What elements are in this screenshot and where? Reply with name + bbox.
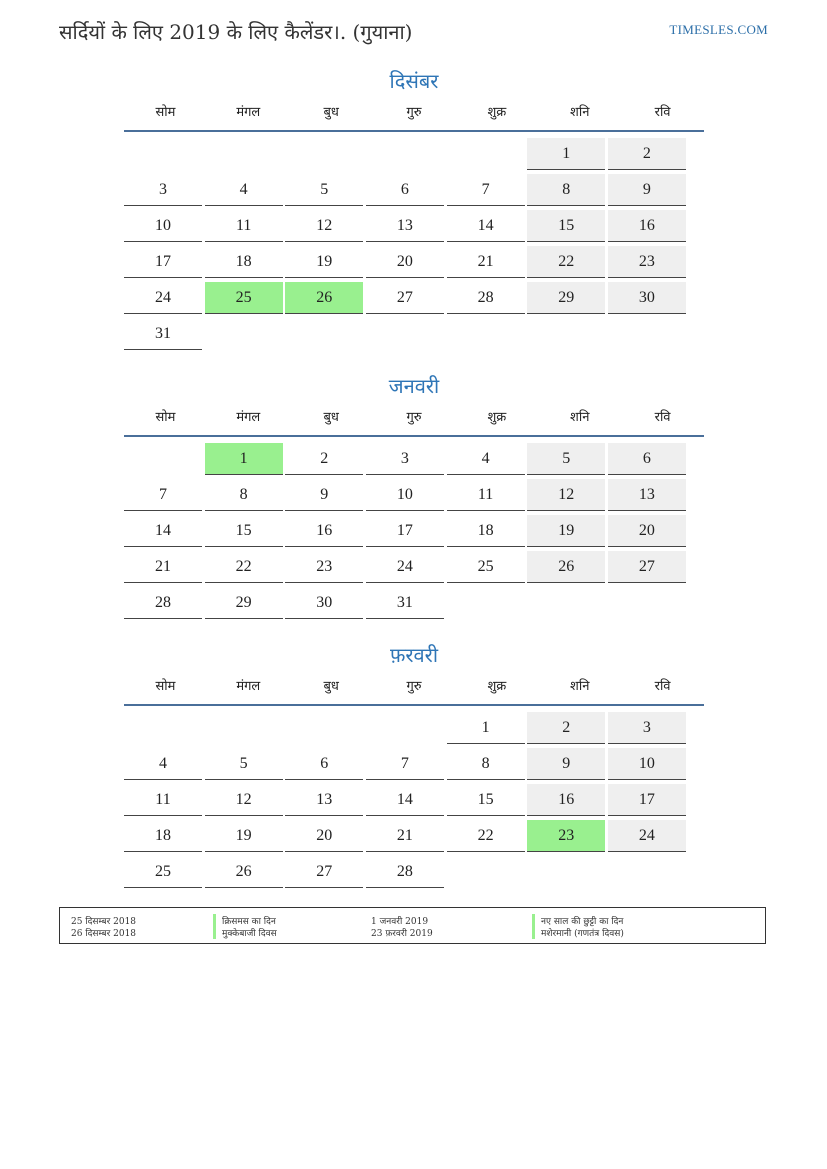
day-cell[interactable]: 16 xyxy=(608,210,686,242)
day-cell[interactable]: 4 xyxy=(124,748,202,780)
day-cell[interactable]: 19 xyxy=(285,246,363,278)
day-cell[interactable]: 21 xyxy=(366,820,444,852)
day-cell[interactable]: 11 xyxy=(447,479,525,511)
legend-date: 25 दिसम्बर 2018 xyxy=(71,917,137,927)
day-cell[interactable]: 12 xyxy=(285,210,363,242)
day-cell[interactable]: 27 xyxy=(608,551,686,583)
empty-cell xyxy=(285,138,363,170)
day-cell[interactable]: 7 xyxy=(124,479,202,511)
day-cell[interactable]: 14 xyxy=(447,210,525,242)
day-cell[interactable]: 25 xyxy=(447,551,525,583)
day-cell[interactable]: 10 xyxy=(124,210,202,242)
empty-cell xyxy=(285,712,363,744)
day-cell[interactable]: 3 xyxy=(124,174,202,206)
day-cell[interactable]: 28 xyxy=(124,587,202,619)
day-cell[interactable]: 3 xyxy=(608,712,686,744)
weekday-label: रवि xyxy=(654,105,671,120)
weekday-label: शनि xyxy=(570,679,590,694)
empty-cell xyxy=(124,138,202,170)
weekday-header xyxy=(124,96,704,132)
day-cell[interactable]: 14 xyxy=(366,784,444,816)
day-cell[interactable]: 17 xyxy=(366,515,444,547)
day-cell[interactable]: 9 xyxy=(608,174,686,206)
weekday-label: बुध xyxy=(323,679,339,694)
day-cell[interactable]: 20 xyxy=(608,515,686,547)
day-cell[interactable]: 25 xyxy=(124,856,202,888)
day-cell[interactable]: 13 xyxy=(608,479,686,511)
empty-cell xyxy=(124,712,202,744)
day-cell[interactable]: 10 xyxy=(366,479,444,511)
legend-date: 23 फ़रवरी 2019 xyxy=(371,929,433,939)
day-cell[interactable]: 17 xyxy=(608,784,686,816)
day-cell[interactable]: 14 xyxy=(124,515,202,547)
empty-cell xyxy=(447,138,525,170)
day-cell[interactable]: 2 xyxy=(285,443,363,475)
legend-holiday-name: क्रिसमस का दिन xyxy=(213,914,276,927)
weekday-label: शुक्र xyxy=(487,105,507,120)
day-cell[interactable]: 18 xyxy=(124,820,202,852)
weekday-label: गुरु xyxy=(406,105,422,120)
day-cell[interactable]: 21 xyxy=(124,551,202,583)
day-cell[interactable]: 5 xyxy=(285,174,363,206)
day-cell[interactable]: 24 xyxy=(124,282,202,314)
day-cell[interactable]: 31 xyxy=(366,587,444,619)
day-cell[interactable]: 4 xyxy=(447,443,525,475)
legend-holiday-name: मुक्केबाजी दिवस xyxy=(213,926,277,939)
day-cell[interactable]: 30 xyxy=(608,282,686,314)
site-link[interactable]: TIMESLES.COM xyxy=(669,22,768,37)
holiday-day-cell[interactable]: 25 xyxy=(205,282,283,314)
day-cell[interactable]: 16 xyxy=(285,515,363,547)
weekday-label: शनि xyxy=(570,410,590,425)
day-cell[interactable]: 15 xyxy=(527,210,605,242)
empty-cell xyxy=(366,712,444,744)
day-cell[interactable]: 17 xyxy=(124,246,202,278)
holiday-day-cell[interactable]: 26 xyxy=(285,282,363,314)
day-cell[interactable]: 22 xyxy=(527,246,605,278)
day-cell[interactable]: 7 xyxy=(366,748,444,780)
month-title: फ़रवरी xyxy=(389,643,439,667)
day-cell[interactable]: 7 xyxy=(447,174,525,206)
day-cell[interactable]: 19 xyxy=(205,820,283,852)
day-cell[interactable]: 6 xyxy=(608,443,686,475)
month-january xyxy=(124,371,704,621)
weekday-label: सोम xyxy=(155,679,176,694)
day-cell[interactable]: 19 xyxy=(527,515,605,547)
month-february xyxy=(124,640,704,890)
day-cell[interactable]: 27 xyxy=(285,856,363,888)
weekday-label: रवि xyxy=(654,410,671,425)
day-cell[interactable]: 12 xyxy=(527,479,605,511)
day-cell[interactable]: 22 xyxy=(205,551,283,583)
weekday-label: बुध xyxy=(323,410,339,425)
day-cell[interactable]: 29 xyxy=(205,587,283,619)
weekday-header xyxy=(124,670,704,706)
weekday-label: मंगल xyxy=(236,410,261,425)
legend-date: 26 दिसम्बर 2018 xyxy=(71,929,137,939)
empty-cell xyxy=(205,712,283,744)
page-title: सर्दियों के लिए 2019 के लिए कैलेंडर।. (गुयाना) xyxy=(59,20,413,44)
day-cell[interactable]: 28 xyxy=(366,856,444,888)
holiday-day-cell[interactable]: 23 xyxy=(527,820,605,852)
weekday-label: गुरु xyxy=(406,410,422,425)
day-cell[interactable]: 8 xyxy=(527,174,605,206)
day-cell[interactable]: 23 xyxy=(285,551,363,583)
day-cell[interactable]: 22 xyxy=(447,820,525,852)
day-cell[interactable]: 15 xyxy=(205,515,283,547)
weekday-label: शनि xyxy=(570,105,590,120)
legend-holiday-name: मशेरमानी (गणतंत्र दिवस) xyxy=(532,926,624,939)
day-grid xyxy=(124,437,707,621)
day-cell[interactable]: 5 xyxy=(527,443,605,475)
empty-cell xyxy=(205,138,283,170)
day-cell[interactable]: 18 xyxy=(205,246,283,278)
day-grid xyxy=(124,706,707,890)
day-cell[interactable]: 23 xyxy=(608,246,686,278)
day-cell[interactable]: 21 xyxy=(447,246,525,278)
legend-holiday-name: नए साल की छुट्टी का दिन xyxy=(532,914,623,927)
month-title: दिसंबर xyxy=(389,69,439,93)
day-cell[interactable]: 13 xyxy=(285,784,363,816)
weekday-label: रवि xyxy=(654,679,671,694)
holiday-day-cell[interactable]: 1 xyxy=(205,443,283,475)
weekday-label: गुरु xyxy=(406,679,422,694)
day-cell[interactable]: 8 xyxy=(205,479,283,511)
day-cell[interactable]: 30 xyxy=(285,587,363,619)
month-title: जनवरी xyxy=(388,374,440,398)
day-cell[interactable]: 12 xyxy=(205,784,283,816)
day-cell[interactable]: 16 xyxy=(527,784,605,816)
day-cell[interactable]: 1 xyxy=(447,712,525,744)
day-cell[interactable]: 28 xyxy=(447,282,525,314)
day-cell[interactable]: 8 xyxy=(447,748,525,780)
day-cell[interactable]: 3 xyxy=(366,443,444,475)
weekday-label: शुक्र xyxy=(487,410,507,425)
day-cell[interactable]: 26 xyxy=(527,551,605,583)
day-grid xyxy=(124,132,707,352)
day-cell[interactable]: 6 xyxy=(366,174,444,206)
weekday-label: मंगल xyxy=(236,105,261,120)
day-cell[interactable]: 9 xyxy=(285,479,363,511)
day-cell[interactable]: 15 xyxy=(447,784,525,816)
day-cell[interactable]: 6 xyxy=(285,748,363,780)
day-cell[interactable]: 10 xyxy=(608,748,686,780)
day-cell[interactable]: 13 xyxy=(366,210,444,242)
day-cell[interactable]: 5 xyxy=(205,748,283,780)
day-cell[interactable]: 26 xyxy=(205,856,283,888)
weekday-label: मंगल xyxy=(236,679,261,694)
weekday-header xyxy=(124,401,704,437)
weekday-label: सोम xyxy=(155,105,176,120)
day-cell[interactable]: 2 xyxy=(527,712,605,744)
day-cell[interactable]: 24 xyxy=(366,551,444,583)
day-cell[interactable]: 4 xyxy=(205,174,283,206)
day-cell[interactable]: 9 xyxy=(527,748,605,780)
legend-date: 1 जनवरी 2019 xyxy=(371,917,429,927)
day-cell[interactable]: 1 xyxy=(527,138,605,170)
holiday-legend xyxy=(59,907,766,944)
weekday-label: शुक्र xyxy=(487,679,507,694)
day-cell[interactable]: 11 xyxy=(124,784,202,816)
empty-cell xyxy=(366,138,444,170)
day-cell[interactable]: 29 xyxy=(527,282,605,314)
weekday-label: बुध xyxy=(323,105,339,120)
month-december xyxy=(124,66,704,352)
day-cell[interactable]: 11 xyxy=(205,210,283,242)
day-cell[interactable]: 18 xyxy=(447,515,525,547)
day-cell[interactable]: 24 xyxy=(608,820,686,852)
day-cell[interactable]: 20 xyxy=(366,246,444,278)
weekday-label: सोम xyxy=(155,410,176,425)
day-cell[interactable]: 20 xyxy=(285,820,363,852)
day-cell[interactable]: 27 xyxy=(366,282,444,314)
day-cell[interactable]: 31 xyxy=(124,318,202,350)
empty-cell xyxy=(124,443,202,475)
day-cell[interactable]: 2 xyxy=(608,138,686,170)
